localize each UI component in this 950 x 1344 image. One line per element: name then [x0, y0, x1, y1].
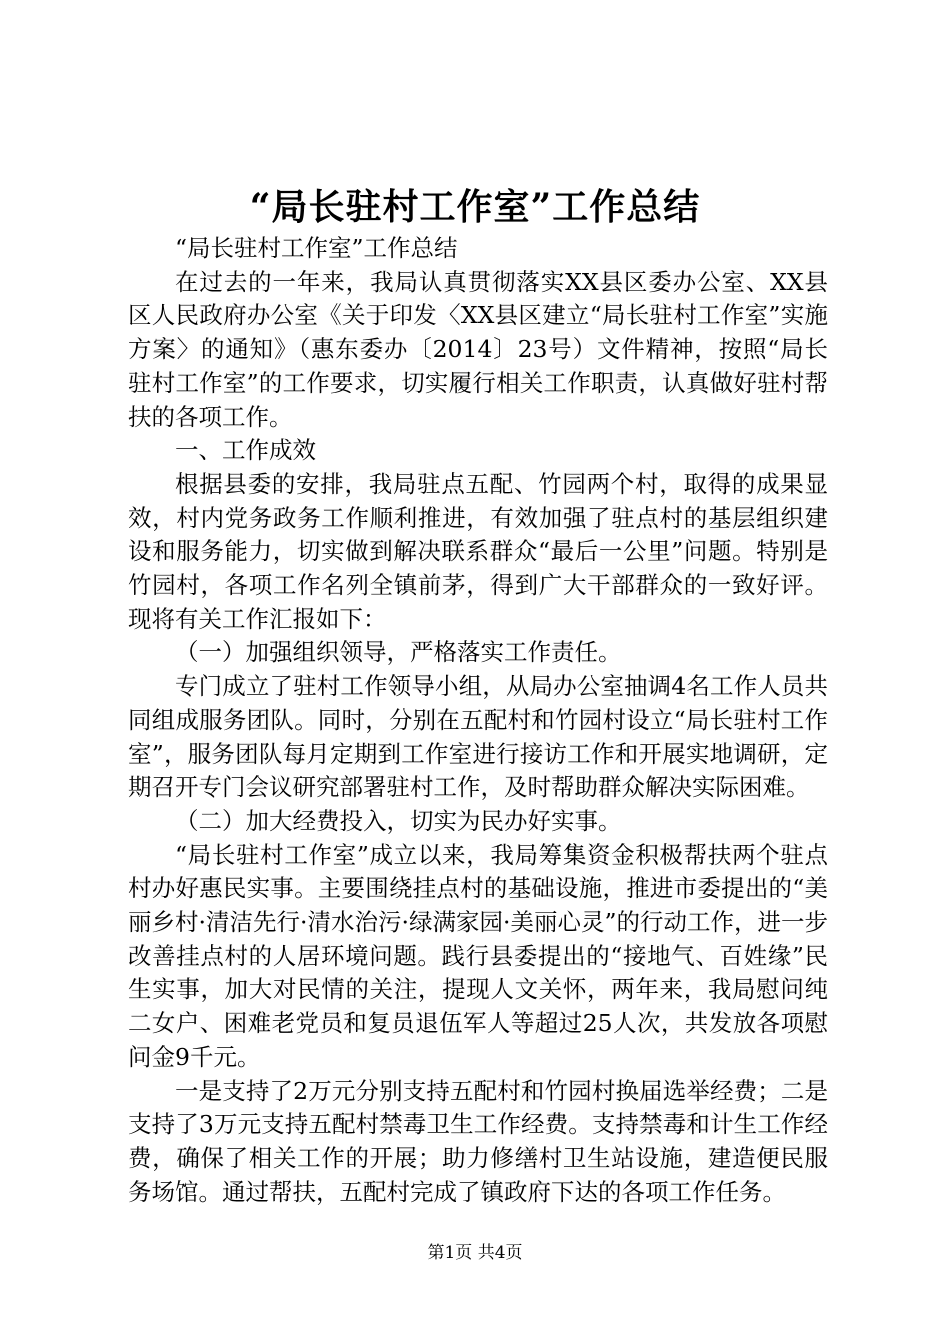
- document-title: “局长驻村工作室”工作总结: [249, 186, 701, 228]
- paragraph-funding: “局长驻村工作室”成立以来，我局筹集资金积极帮扶两个驻点村办好惠民实事。主要围绕挂点村的基础设施，推进市委提出的“美丽乡村·清洁先行·清水治污·绿满家园·美丽心灵”的行动工作，进一步改善挂点村的人居环境问题。践行县委提出的“接地气、百姓缘”民生实事，加大对民情的关注，提现人文关怀，两年来，我局慰问纯二女户、困难老党员和复员退伍军人等超过25人次，共发放各项慰问金9千元。: [128, 840, 828, 1071]
- paragraph-organization: 专门成立了驻村工作领导小组，从局办公室抽调4名工作人员共同组成服务团队。同时，分别在五配村和竹园村设立“局长驻村工作室”，服务团队每月定期到工作室进行接访工作和开展实地调研，定期召开专门会议研究部署驻村工作，及时帮助群众解决实际困难。: [128, 672, 828, 802]
- page-number-footer: 第1页 共4页: [427, 1243, 523, 1263]
- subheading-funding: （二）加大经费投入，切实为民办好实事。: [175, 806, 622, 835]
- subheading-organization: （一）加强组织领导，严格落实工作责任。: [175, 638, 622, 667]
- paragraph-results: 根据县委的安排，我局驻点五配、竹园两个村，取得的成果显效，村内党务政务工作顺利推进，有效加强了驻点村的基层组织建设和服务能力，切实做到解决联系群众“最后一公里”问题。特别是竹园村，各项工作名列全镇前茅，得到广大干部群众的一致好评。现将有关工作汇报如下：: [128, 469, 828, 633]
- section-heading-results: 一、工作成效: [175, 436, 316, 465]
- document-body: [128, 232, 828, 1209]
- paragraph-intro: 在过去的一年来，我局认真贯彻落实XX县区委办公室、XX县区人民政府办公室《关于印发〈XX县区建立“局长驻村工作室”实施方案〉的通知》（惠东委办〔2014〕23号）文件精神，按照“局长驻村工作室”的工作要求，切实履行相关工作职责，认真做好驻村帮扶的各项工作。: [128, 267, 828, 431]
- paragraph-subtitle: “局长驻村工作室”工作总结: [175, 234, 458, 262]
- paragraph-support: 一是支持了2万元分别支持五配村和竹园村换届选举经费；二是支持了3万元支持五配村禁毒卫生工作经费。支持禁毒和计生工作经费，确保了相关工作的开展；助力修缮村卫生站设施，建造便民服务场馆。通过帮扶，五配村完成了镇政府下达的各项工作任务。: [128, 1076, 828, 1206]
